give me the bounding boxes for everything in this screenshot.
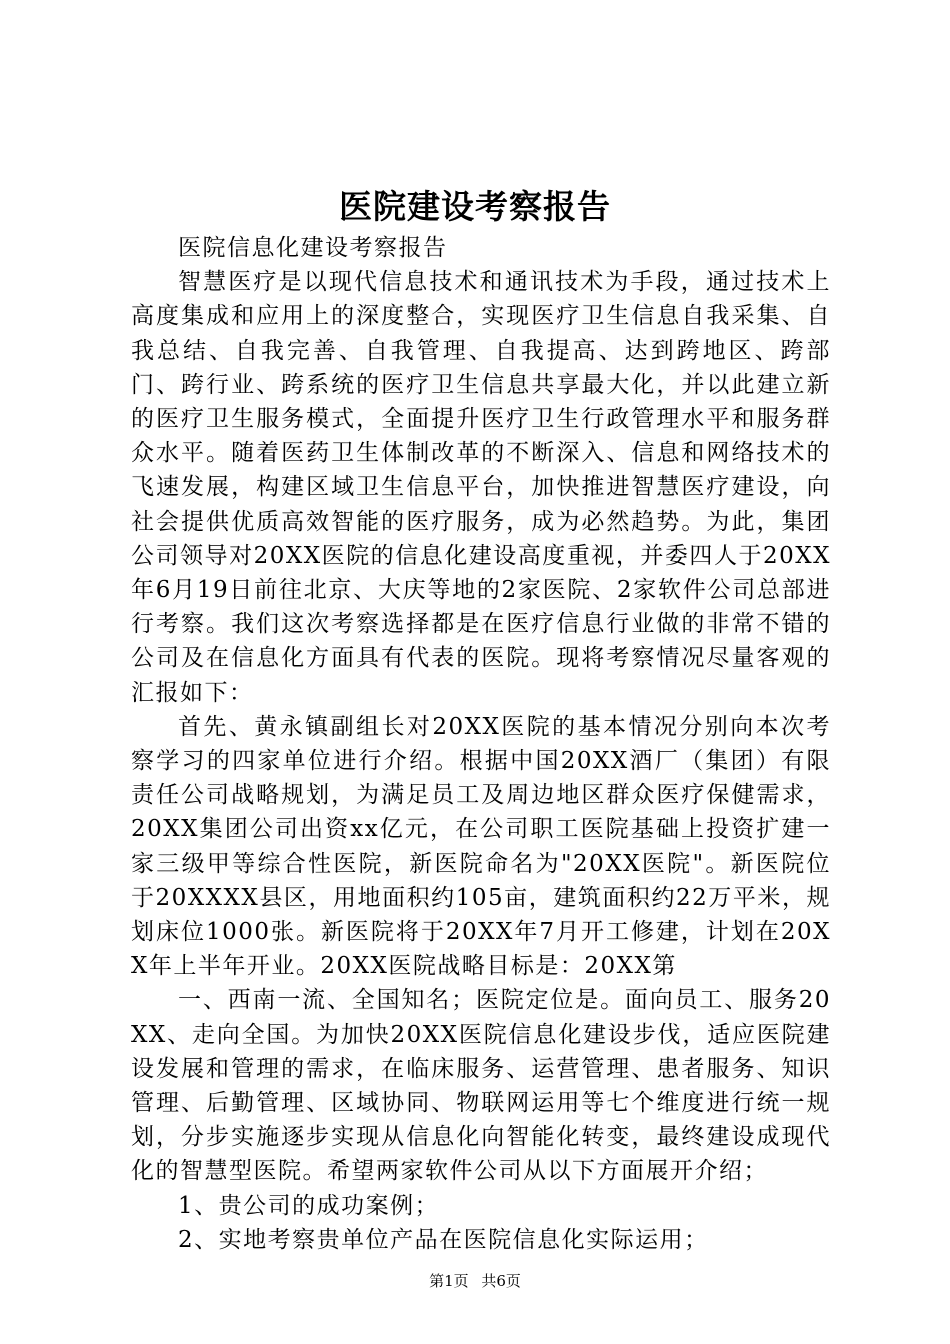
page-footer <box>0 1271 950 1291</box>
page-number: 第1页 <box>429 1272 469 1290</box>
document-body <box>131 231 831 1257</box>
document-title: 医院建设考察报告 <box>339 187 611 226</box>
body-paragraph: 首先、黄永镇副组长对20XX医院的基本情况分别向本次考察学习的四家单位进行介绍。根据中国20XX酒厂（集团）有限责任公司战略规划，为满足员工及周边地区群众医疗保健需求，20XX集团公司出资xx亿元，在公司职工医院基础上投资扩建一家三级甲等综合性医院，新医院命名为"20XX医院"。新医院位于20XXXX县区，用地面积约105亩，建筑面积约22万平米，规划床位1000张。新医院将于20XX年7月开工修建，计划在20XX年上半年开业。20XX医院战略目标是：20XX第 <box>131 713 831 980</box>
page-total: 共6页 <box>481 1272 521 1290</box>
body-paragraph: 智慧医疗是以现代信息技术和通讯技术为手段，通过技术上高度集成和应用上的深度整合，实现医疗卫生信息自我采集、自我总结、自我完善、自我管理、自我提高、达到跨地区、跨部门、跨行业、跨系统的医疗卫生信息共享最大化，并以此建立新的医疗卫生服务模式，全面提升医疗卫生行政管理水平和服务群众水平。随着医药卫生体制改革的不断深入、信息和网络技术的飞速发展，构建区域卫生信息平台，加快推进智慧医疗建设，向社会提供优质高效智能的医疗服务，成为必然趋势。为此，集团公司领导对20XX医院的信息化建设高度重视，并委四人于20XX年6月19日前往北京、大庆等地的2家医院、2家软件公司总部进行考察。我们这次考察选择都是在医疗信息行业做的非常不错的公司及在信息化方面具有代表的医院。现将考察情况尽量客观的汇报如下： <box>131 269 831 706</box>
body-paragraph: 一、西南一流、全国知名；医院定位是。面向员工、服务20XX、走向全国。为加快20XX医院信息化建设步伐，适应医院建设发展和管理的需求，在临床服务、运营管理、患者服务、知识管理、后勤管理、区域协同、物联网运用等七个维度进行统一规划，分步实施逐步实现从信息化向智能化转变，最终建设成现代化的智慧型医院。希望两家软件公司从以下方面展开介绍； <box>131 987 831 1185</box>
list-item-paragraph: 2、实地考察贵单位产品在医院信息化实际运用； <box>178 1226 709 1253</box>
list-item-paragraph: 1、贵公司的成功案例； <box>178 1192 440 1219</box>
subtitle-paragraph: 医院信息化建设考察报告 <box>178 235 448 261</box>
